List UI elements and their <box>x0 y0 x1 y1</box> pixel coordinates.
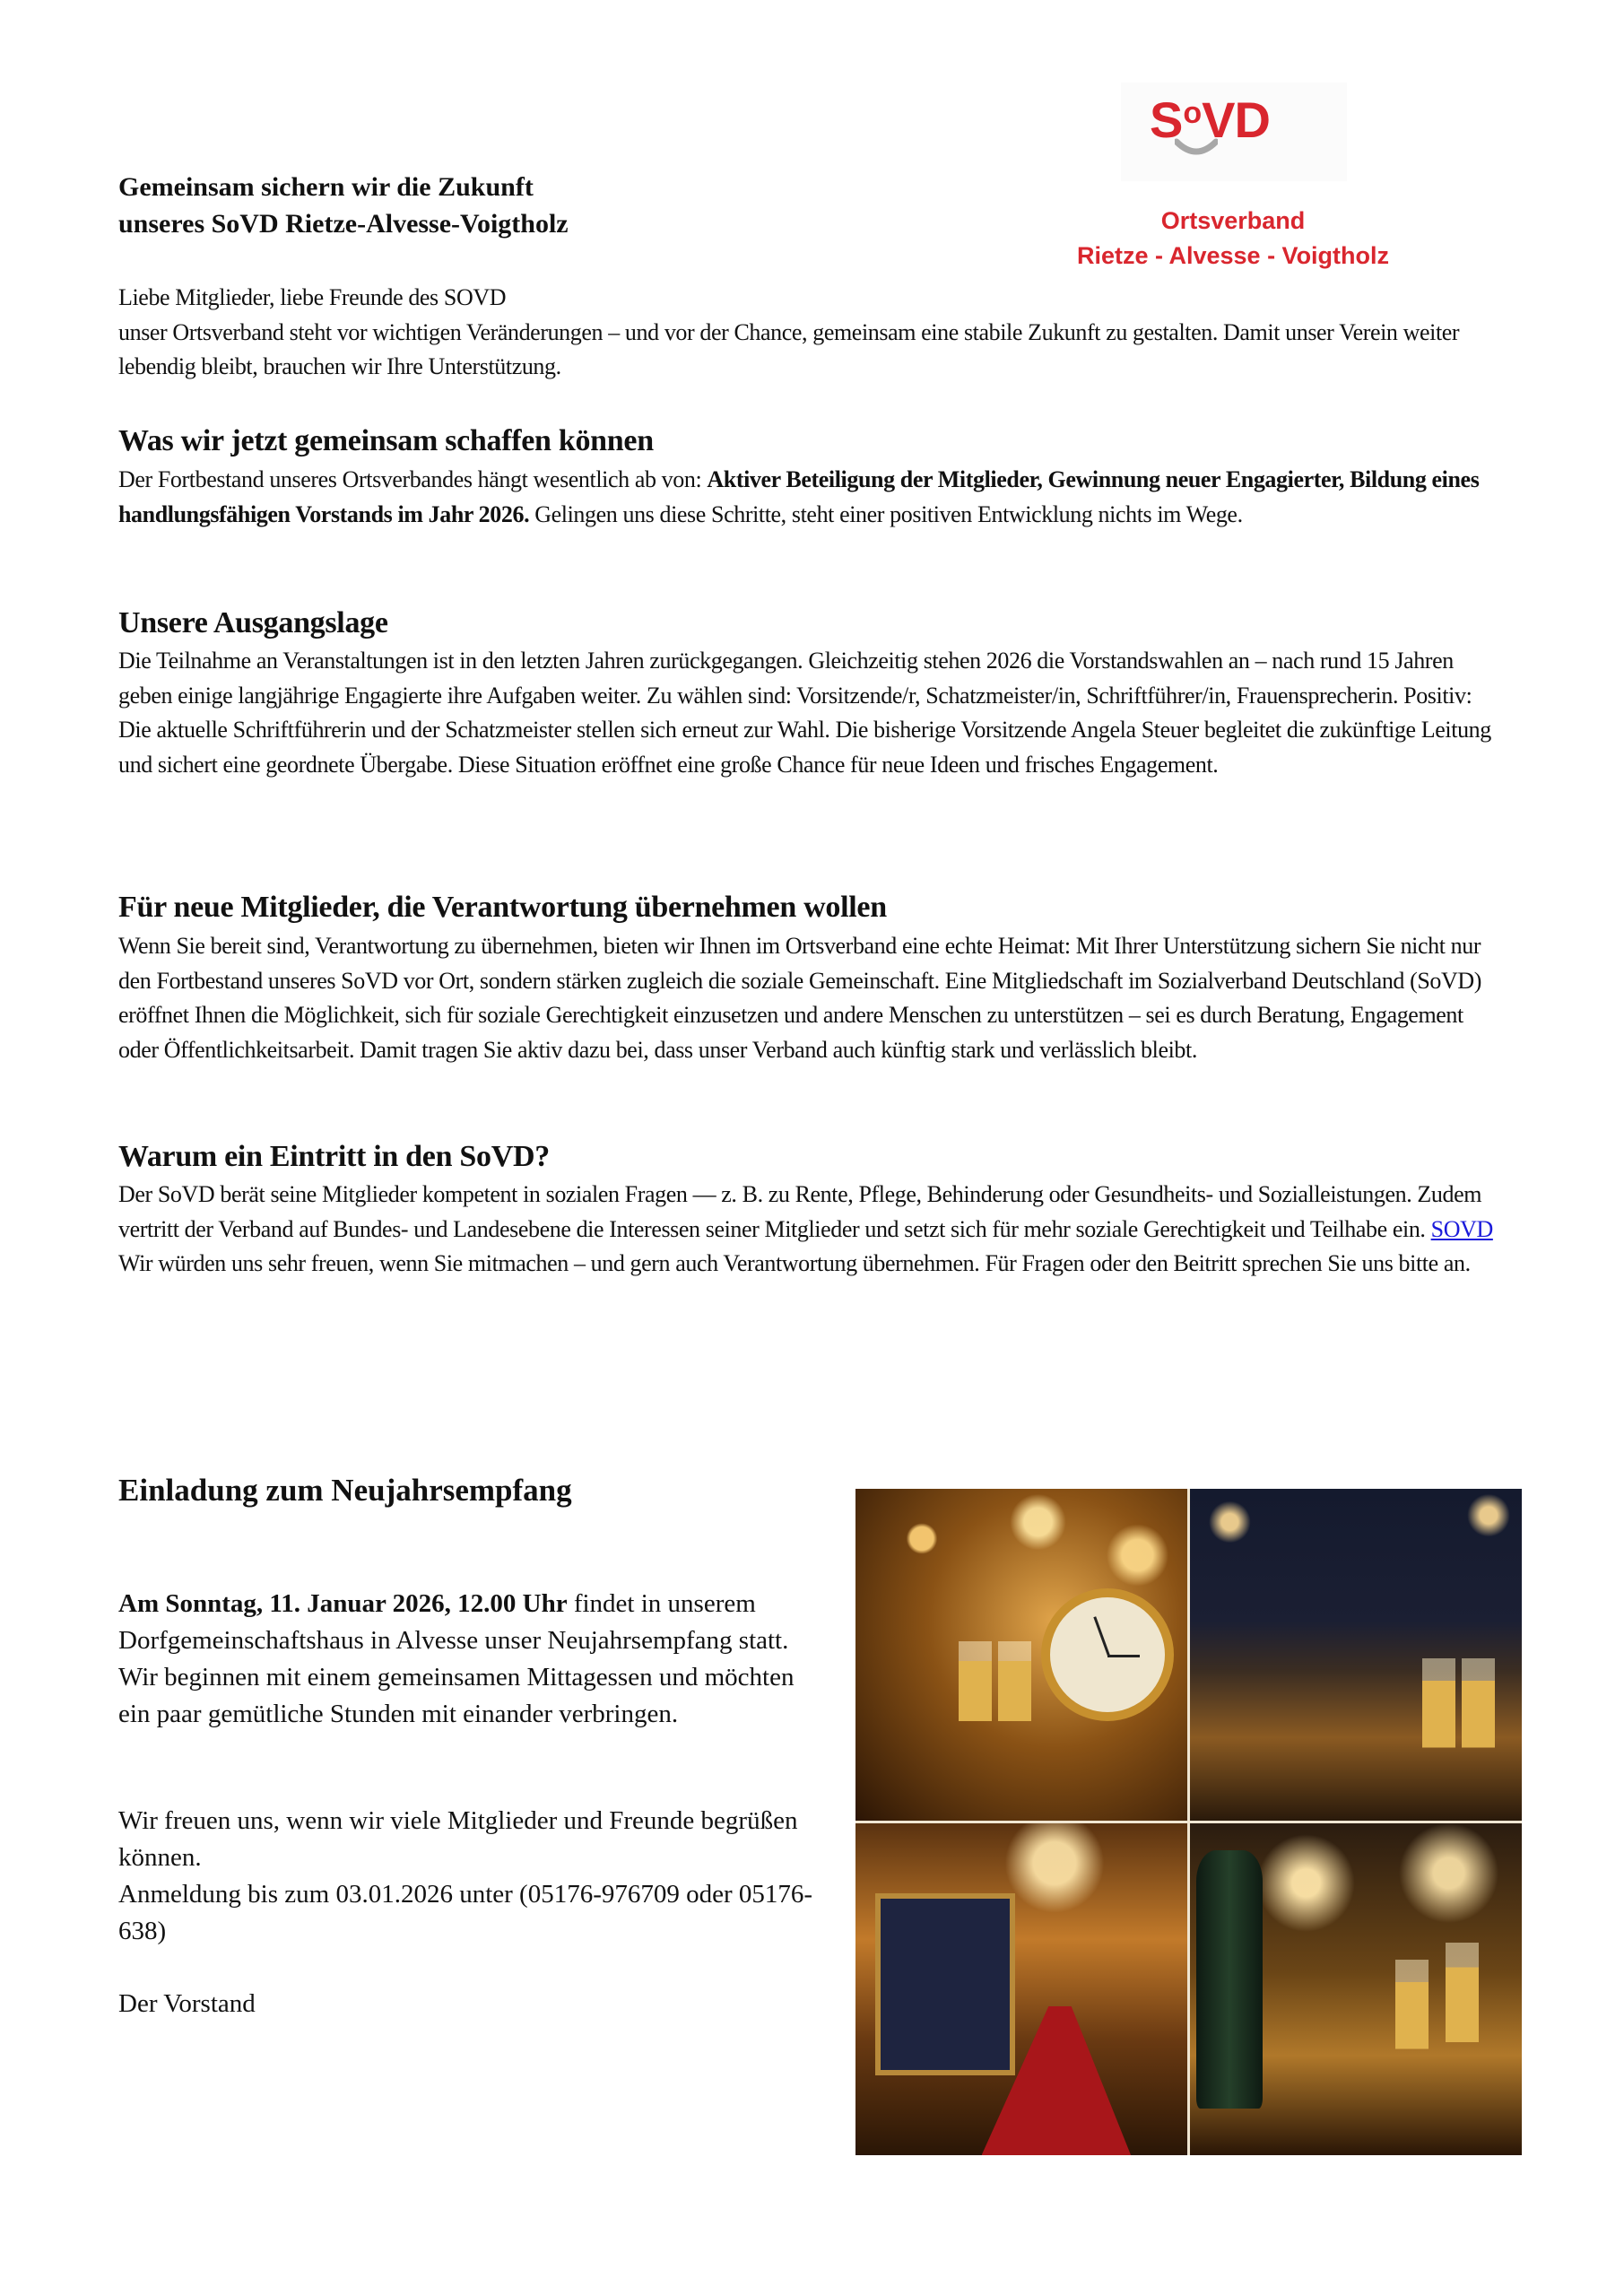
intro-paragraph <box>118 281 1499 385</box>
easel-board-icon <box>875 1893 1014 2076</box>
section-text-bold: Aktiver Beteiligung der Mitglieder, Gewinnung neuer Engagierter, Bildung eines handlungsfähigen Vorstands im Jahr 2026. <box>118 466 1480 527</box>
intro-text: unser Ortsverband steht vor wichtigen Veränderungen – und vor der Chance, gemeinsam eine stabile Zukunft zu gestalten. Damit unser Verein weiter lebendig bleibt, brauchen wir Ihre Unterstützung. <box>118 318 1460 379</box>
invitation-heading: Einladung zum Neujahrsempfang <box>118 1473 572 1508</box>
invitation-welcome: Wir freuen uns, wenn wir viele Mitglieder und Freunde begrüßen können. <box>118 1806 798 1872</box>
photo-festive-hall <box>1190 1489 1522 1821</box>
photo-champagne-fireworks <box>1190 1823 1522 2155</box>
photo-easel-red-carpet <box>855 1823 1187 2155</box>
invitation-signature: Der Vorstand <box>118 1989 256 2018</box>
greeting: Liebe Mitglieder, liebe Freunde des SOVD <box>118 284 507 310</box>
logo-letters-vd: VD <box>1202 91 1270 148</box>
page-title <box>118 169 569 242</box>
section-text-plain: Gelingen uns diese Schritte, steht einer positiven Entwicklung nichts im Wege. <box>529 500 1243 527</box>
section-text-ausgangslage: Die Teilnahme an Veranstaltungen ist in den letzten Jahren zurückgegangen. Gleichzeitig stehen 2026 die Vorstandswahlen an – nach rund 15 Jahren geben einige langjährige Engagierte ihre Aufgaben weiter. Zu wählen sind: Vorsitzende/r, Schatzmeister/in, Schriftführer/in, Frauensprecherin. Positiv: Die aktuelle Schriftführerin und der Schatzmeister stellen sich erneut zur Wahl. Die bisherige Vorsitzende Angela Steuer begleitet die zukünftige Leitung und sichert eine geordnete Übergabe. Diese Situation eröffnet eine große Chance für neue Ideen und frisches Engagement. <box>118 648 1491 778</box>
section-text-warum-eintritt <box>118 1178 1499 1282</box>
logo-smile-icon <box>1175 138 1218 158</box>
champagne-glass-icon <box>1462 1658 1495 1808</box>
invitation-details-text: findet in unserem Dorfgemeinschaftshaus in Alvesse unser Neujahrsempfang statt. Wir beginnen mit einem gemeinsamen Mittagessen und möchten ein paar gemütliche Stunden mit einander verbringen. <box>118 1589 795 1728</box>
title-line-2: unseres SoVD Rietze-Alvesse-Voigtholz <box>118 209 569 239</box>
champagne-glass-icon <box>998 1641 1031 1774</box>
title-line-1: Gemeinsam sichern wir die Zukunft <box>118 172 534 202</box>
new-year-photo-collage <box>855 1489 1522 2155</box>
section-text-plain: Der SoVD berät seine Mitglieder kompetent in sozialen Fragen — z. B. zu Rente, Pflege, Behinderung oder Gesundheits- und Sozialleistungen. Zudem vertritt der Verband auf Bundes- und Landesebene die Interessen seiner Mitglieder und setzt sich für mehr soziale Gerechtigkeit und Teilhabe ein. <box>118 1181 1482 1242</box>
closing-text: Wir würden uns sehr freuen, wenn Sie mitmachen – und gern auch Verantwortung übernehmen. Für Fragen oder den Beitritt sprechen Sie uns bitte an. <box>118 1250 1471 1276</box>
section-heading-neue-mitglieder: Für neue Mitglieder, die Verantwortung übernehmen wollen <box>118 891 887 924</box>
invitation-date: Am Sonntag, 11. Januar 2026, 12.00 Uhr <box>118 1589 568 1618</box>
section-heading-warum-eintritt: Warum ein Eintritt in den SoVD? <box>118 1140 550 1173</box>
section-heading-schaffen: Was wir jetzt gemeinsam schaffen können <box>118 424 654 457</box>
section-heading-ausgangslage: Unsere Ausgangslage <box>118 606 388 639</box>
champagne-glass-icon <box>1422 1658 1455 1808</box>
champagne-bottle-icon <box>1196 1850 1263 2109</box>
logo-subtitle-locations: Rietze - Alvesse - Voigtholz <box>1076 242 1390 269</box>
sovd-logo <box>1121 83 1347 181</box>
sovd-link[interactable]: SOVD <box>1430 1215 1493 1242</box>
invitation-details <box>118 1586 827 1733</box>
champagne-glass-icon <box>1446 1943 1479 2109</box>
logo-letter-s: S <box>1150 91 1183 148</box>
logo-letter-o: o <box>1183 96 1202 130</box>
section-text-neue-mitglieder: Wenn Sie bereit sind, Verantwortung zu übernehmen, bieten wir Ihnen im Ortsverband eine echte Heimat: Mit Ihrer Unterstützung sichern Sie nicht nur den Fortbestand unseres SoVD vor Ort, sondern stärken zugleich die soziale Gemeinschaft. Eine Mitgliedschaft im Sozialverband Deutschland (SoVD) eröffnet Ihnen die Möglichkeit, sich für soziale Gerechtigkeit einzusetzen und andere Menschen zu unterstützen – sei es durch Beratung, Engagement oder Öffentlichkeitsarbeit. Damit tragen Sie aktiv dazu bei, dass unser Verband auch künftig stark und verlässlich bleibt. <box>118 933 1482 1063</box>
section-text-schaffen <box>118 463 1499 532</box>
section-text-plain: Der Fortbestand unseres Ortsverbandes hängt wesentlich ab von: <box>118 466 708 492</box>
clock-icon <box>1041 1588 1174 1721</box>
champagne-glass-icon <box>959 1641 992 1774</box>
invitation-registration: Anmeldung bis zum 03.01.2026 unter (05176-976709 oder 05176-638) <box>118 1880 813 1945</box>
photo-clock-champagne <box>855 1489 1187 1821</box>
champagne-glass-icon <box>1395 1960 1429 2109</box>
logo-subtitle-ortsverband: Ortsverband <box>1160 207 1306 234</box>
